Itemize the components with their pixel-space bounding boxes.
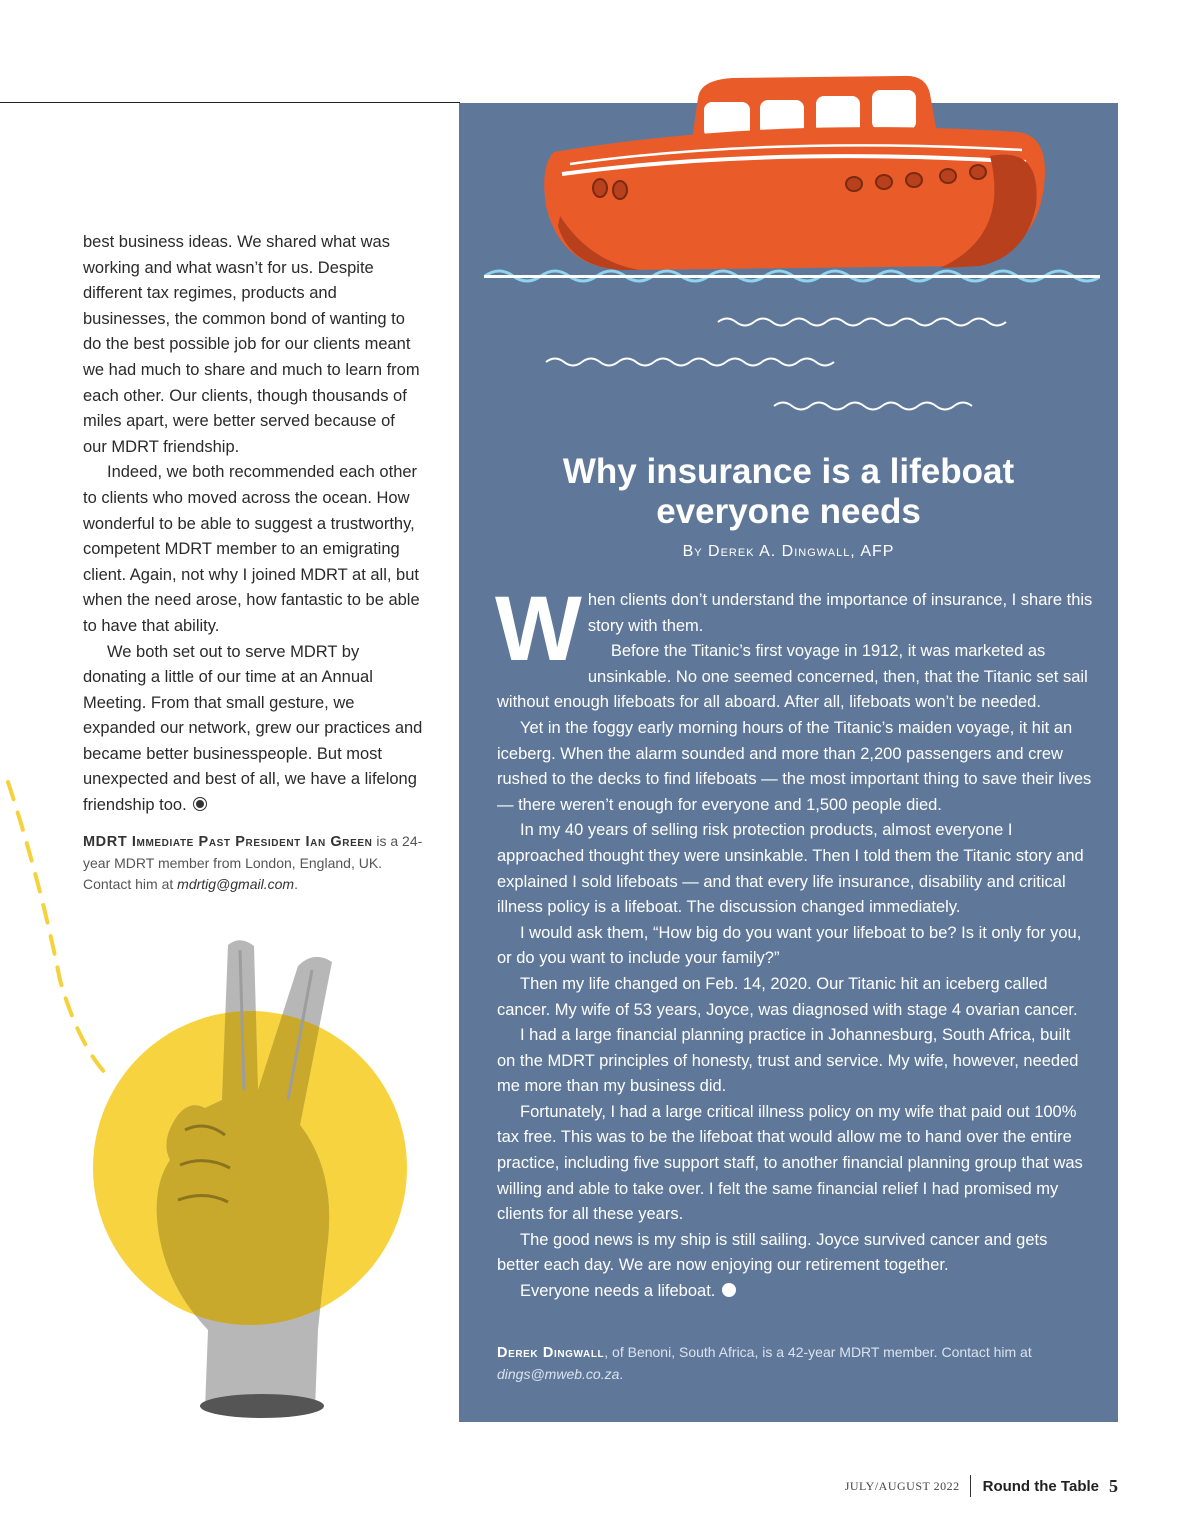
left-paragraph-1: best business ideas. We shared what was working and what wasn’t for us. Despite different tax regimes, products and businesses, the common bond of wanting to do the best possible job for our clients meant we had much to share and much to learn from each other. Our clients, though thousands of miles apart, were better served because of our MDRT friendship. [83, 233, 420, 456]
article-headline [459, 452, 1118, 532]
bio-text: is a 24-year MDRT member from London, England, UK. Contact him at [83, 832, 423, 892]
wave-line [718, 319, 1006, 326]
bio-email-link[interactable]: mdrtig@gmail.com [177, 875, 295, 892]
issue-date: JULY/AUGUST 2022 [844, 1478, 960, 1493]
author-bio-name: Derek Dingwall [497, 1345, 605, 1361]
article-paragraph-2: Before the Titanic’s first voyage in 1912, it was marketed as unsinkable. No one seemed concerned, then, that the Titanic set sail without enough lifeboats for all aboard. After all, lifeboats won’t be needed. [497, 642, 1088, 712]
wave-line [774, 403, 972, 410]
article-paragraph-9: The good news is my ship is still sailing. Joyce survived cancer and gets better each day. We are now enjoying our retirement together. [497, 1230, 1048, 1275]
article-paragraph-10-text: Everyone needs a lifeboat. [520, 1282, 716, 1301]
magazine-name: Round the Table [982, 1477, 1099, 1495]
waterline [484, 275, 1100, 278]
article-byline: By Derek A. Dingwall, AFP [682, 543, 895, 560]
left-paragraph-2: Indeed, we both recommended each other to clients who moved across the ocean. How wonderful to be able to suggest a trustworthy, competent MDRT member to an emigrating client. Again, not why I joined MDRT at all, but when the need arose, how fantastic to be able to have that ability. [83, 463, 420, 635]
article-paragraph-5: I would ask them, “How big do you want your lifeboat to be? Is it only for you, or do you want to include your family?” [497, 923, 1082, 968]
bio-end: . [294, 875, 298, 892]
boat-window [872, 90, 916, 130]
drop-cap: W [495, 578, 582, 680]
peace-sign-hand-illustration [0, 770, 430, 1430]
author-bio-email-link[interactable]: dings@mweb.co.za [497, 1366, 620, 1382]
headline-line-2: everyone needs [656, 492, 921, 531]
lifeboat-illustration [470, 66, 1110, 416]
article-paragraph-6: Then my life changed on Feb. 14, 2020. Our Titanic hit an iceberg called cancer. My wife of 53 years, Joyce, was diagnosed with stage 4 ovarian cancer. [497, 974, 1078, 1019]
page-number: 5 [1109, 1475, 1118, 1496]
end-mark-icon [722, 1283, 736, 1297]
article-paragraph-10 [497, 1279, 1093, 1305]
article-paragraph-1-text: hen clients don’t understand the importance of insurance, I share this story with them. [587, 591, 1093, 635]
page-footer [845, 1474, 1118, 1498]
article-paragraph-8: Fortunately, I had a large critical illness policy on my wife that paid out 100% tax free. This was to be the lifeboat that would allow me to hand over the entire practice, including five support staff, to another financial planning group that was willing and able to take over. I felt the same financial relief I had promised my clients for all these years. [497, 1102, 1083, 1224]
article-paragraph-3: Yet in the foggy early morning hours of the Titanic’s maiden voyage, it hit an iceberg. When the alarm sounded and more than 2,200 passengers and crew rushed to the decks to find lifeboats — the most important thing to save their lives — there weren’t enough for everyone and 1,500 people died. [497, 718, 1092, 814]
article-paragraph-7: I had a large financial planning practice in Johannesburg, South Africa, built on the MDRT principles of honesty, trust and service. My wife, however, needed me more than my business did. [497, 1026, 1079, 1096]
author-bio-end: . [619, 1366, 624, 1382]
left-paragraph-3-text: We both set out to serve MDRT by donating a little of our time at an Annual Meeting. From that small gesture, we expanded our network, grew our practices and became better businesspeople. But most unexpected and best of all, we have a lifelong friendship too. [83, 642, 423, 815]
article-body [495, 578, 1093, 1305]
author-bio-derek-dingwall [497, 1342, 1097, 1385]
bio-name: MDRT Immediate Past President Ian Green [83, 833, 373, 850]
headline-line-1: Why insurance is a lifeboat [562, 452, 1015, 491]
wave-line [546, 359, 834, 366]
article-paragraph-4: In my 40 years of selling risk protection products, almost everyone I approached thought they were unsinkable. Then I told them the Titanic story and explained I sold lifeboats — and that every life insurance, disability and critical illness policy is a lifeboat. The discussion changed immediately. [497, 821, 1084, 917]
top-rule [0, 102, 460, 103]
dashed-arc [8, 782, 112, 1080]
author-bio-text: , of Benoni, South Africa, is a 42-year MDRT member. Contact him at [604, 1344, 1032, 1360]
hand-shape [157, 940, 332, 1418]
